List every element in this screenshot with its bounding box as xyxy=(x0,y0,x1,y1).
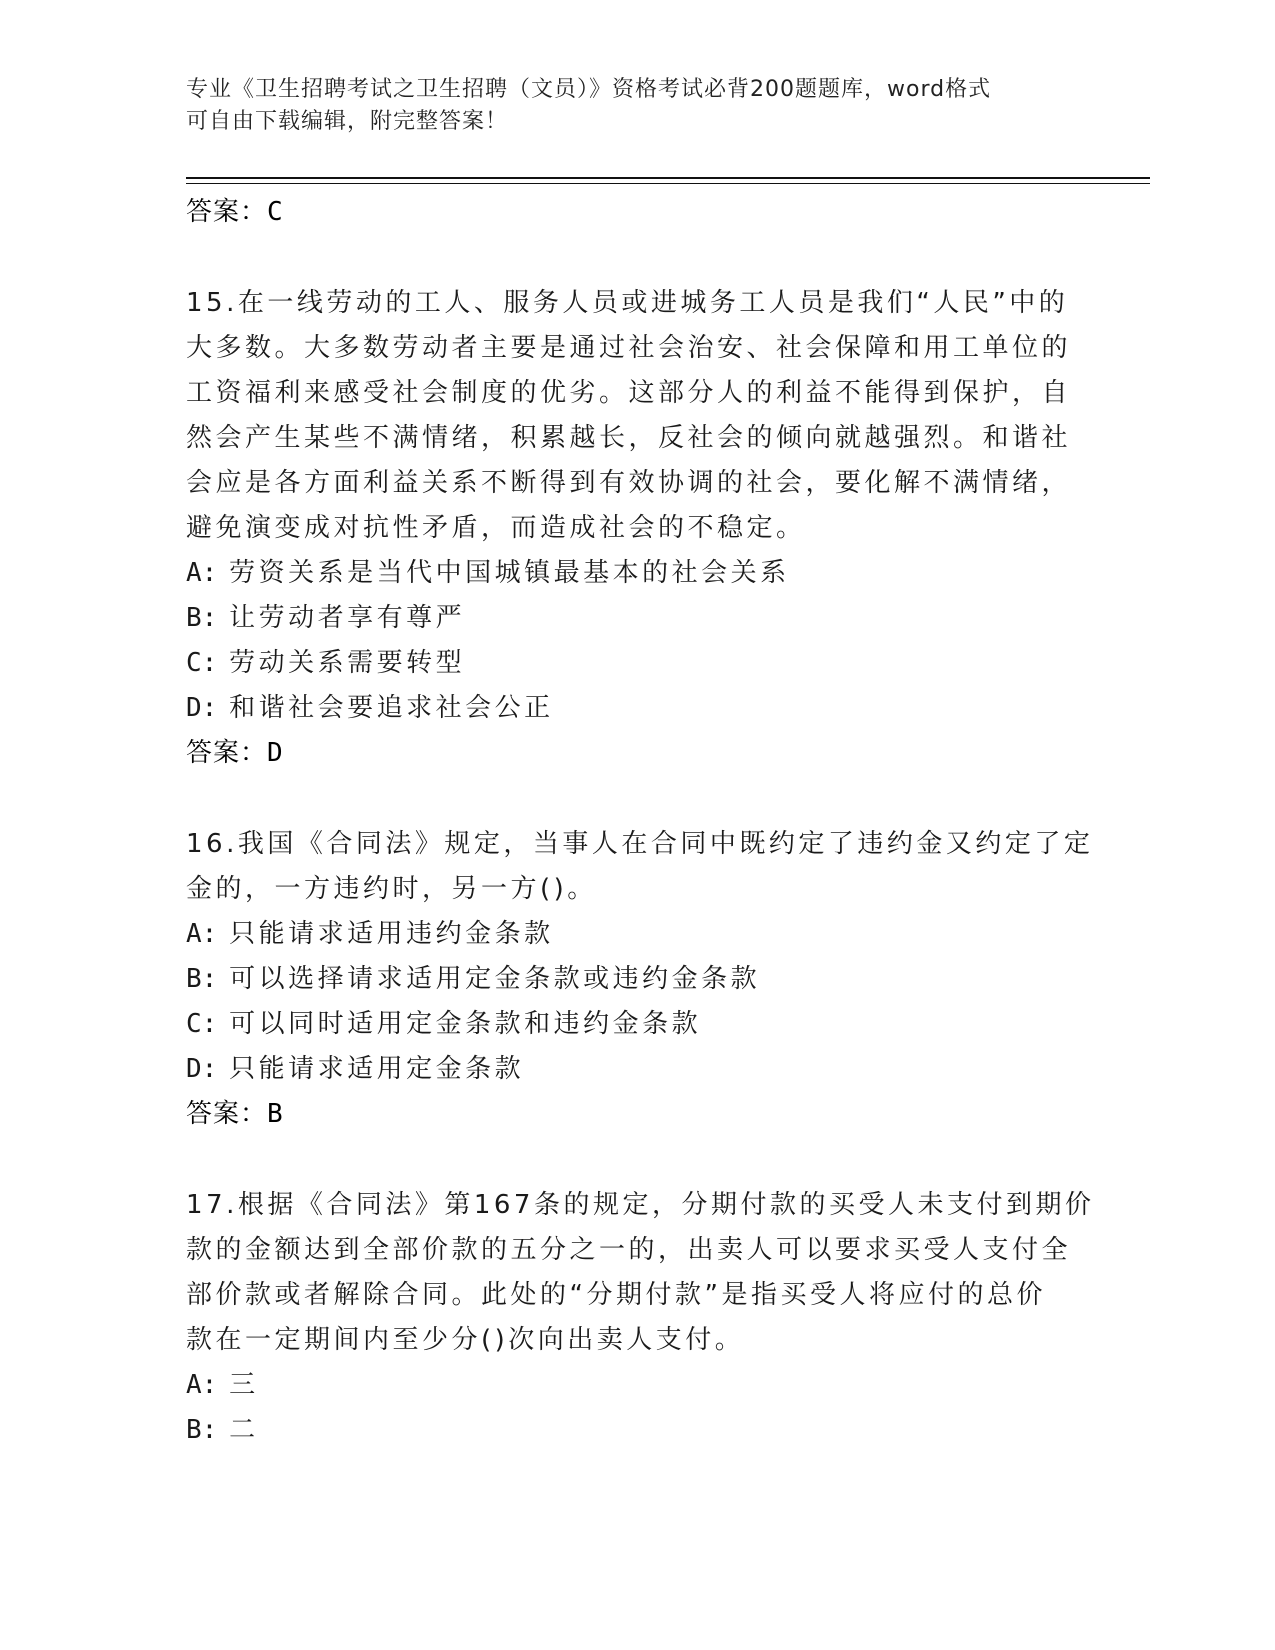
header-title-line-2: 可自由下载编辑，附完整答案！ xyxy=(186,109,509,134)
option-text: 让劳动者享有尊严 xyxy=(229,603,466,633)
question-block-17 xyxy=(186,1183,1095,1453)
answer-value: D xyxy=(267,738,284,768)
option-d xyxy=(186,686,1086,731)
question-text-line: 工资福利来感受社会制度的优劣。这部分人的利益不能得到保护，自 xyxy=(186,378,1072,408)
answer-value: B xyxy=(267,1099,284,1129)
option-a xyxy=(186,1363,1086,1408)
question-text-line: 避免演变成对抗性矛盾，而造成社会的不稳定。 xyxy=(186,513,806,543)
option-b xyxy=(186,957,1086,1002)
option-a xyxy=(186,912,1086,957)
answer-line xyxy=(186,731,1086,776)
document-header xyxy=(186,74,1066,138)
option-text: 只能请求适用违约金条款 xyxy=(229,919,554,949)
option-text: 二 xyxy=(229,1415,259,1445)
option-letter: B: xyxy=(186,603,218,633)
document-body xyxy=(186,190,1095,1453)
option-d xyxy=(186,1047,1086,1092)
answer-label: 答案： xyxy=(186,197,268,227)
option-c xyxy=(186,641,1086,686)
option-text: 只能请求适用定金条款 xyxy=(229,1054,525,1084)
spacer xyxy=(186,776,1086,822)
answer-line xyxy=(186,190,1086,235)
question-text-line: 16.我国《合同法》规定，当事人在合同中既约定了违约金又约定了定 xyxy=(186,829,1094,859)
option-text: 和谐社会要追求社会公正 xyxy=(229,693,554,723)
option-text: 劳动关系需要转型 xyxy=(229,648,466,678)
question-text-line: 款的金额达到全部价款的五分之一的，出卖人可以要求买受人支付全 xyxy=(186,1235,1072,1265)
option-text: 劳资关系是当代中国城镇最基本的社会关系 xyxy=(229,558,790,588)
option-letter: D: xyxy=(186,693,218,723)
question-text-line: 金的，一方违约时，另一方()。 xyxy=(186,874,597,904)
option-a xyxy=(186,551,1086,596)
answer-value: C xyxy=(267,197,284,227)
option-letter: C: xyxy=(186,648,218,678)
answer-line xyxy=(186,1092,1086,1137)
option-letter: A: xyxy=(186,919,218,949)
answer-label: 答案： xyxy=(186,1099,268,1129)
header-divider xyxy=(186,177,1150,184)
question-block-16 xyxy=(186,822,1094,1137)
option-letter: A: xyxy=(186,1370,218,1400)
option-letter: A: xyxy=(186,558,218,588)
option-letter: D: xyxy=(186,1054,218,1084)
question-text-line: 然会产生某些不满情绪，积累越长，反社会的倾向就越强烈。和谐社 xyxy=(186,423,1072,453)
question-text-line: 会应是各方面利益关系不断得到有效协调的社会，要化解不满情绪， xyxy=(186,468,1072,498)
answer-label: 答案： xyxy=(186,738,268,768)
option-text: 三 xyxy=(229,1370,259,1400)
option-text: 可以同时适用定金条款和违约金条款 xyxy=(229,1009,702,1039)
option-letter: C: xyxy=(186,1009,218,1039)
option-letter: B: xyxy=(186,964,218,994)
question-text-line: 17.根据《合同法》第167条的规定，分期付款的买受人未支付到期价 xyxy=(186,1190,1095,1220)
question-text-line: 大多数。大多数劳动者主要是通过社会治安、社会保障和用工单位的 xyxy=(186,333,1072,363)
spacer xyxy=(186,1137,1086,1183)
header-title-line-1: 专业《卫生招聘考试之卫生招聘（文员）》资格考试必背200题题库，word格式 xyxy=(186,77,992,102)
question-text-line: 款在一定期间内至少分()次向出卖人支付。 xyxy=(186,1325,745,1355)
option-letter: B: xyxy=(186,1415,218,1445)
question-text-line: 15.在一线劳动的工人、服务人员或进城务工人员是我们“人民”中的 xyxy=(186,288,1069,318)
option-b xyxy=(186,596,1086,641)
spacer xyxy=(186,235,1086,281)
option-c xyxy=(186,1002,1086,1047)
question-block-15 xyxy=(186,281,1086,776)
option-b xyxy=(186,1408,1086,1453)
question-text-line: 部价款或者解除合同。此处的“分期付款”是指买受人将应付的总价 xyxy=(186,1280,1046,1310)
option-text: 可以选择请求适用定金条款或违约金条款 xyxy=(229,964,761,994)
